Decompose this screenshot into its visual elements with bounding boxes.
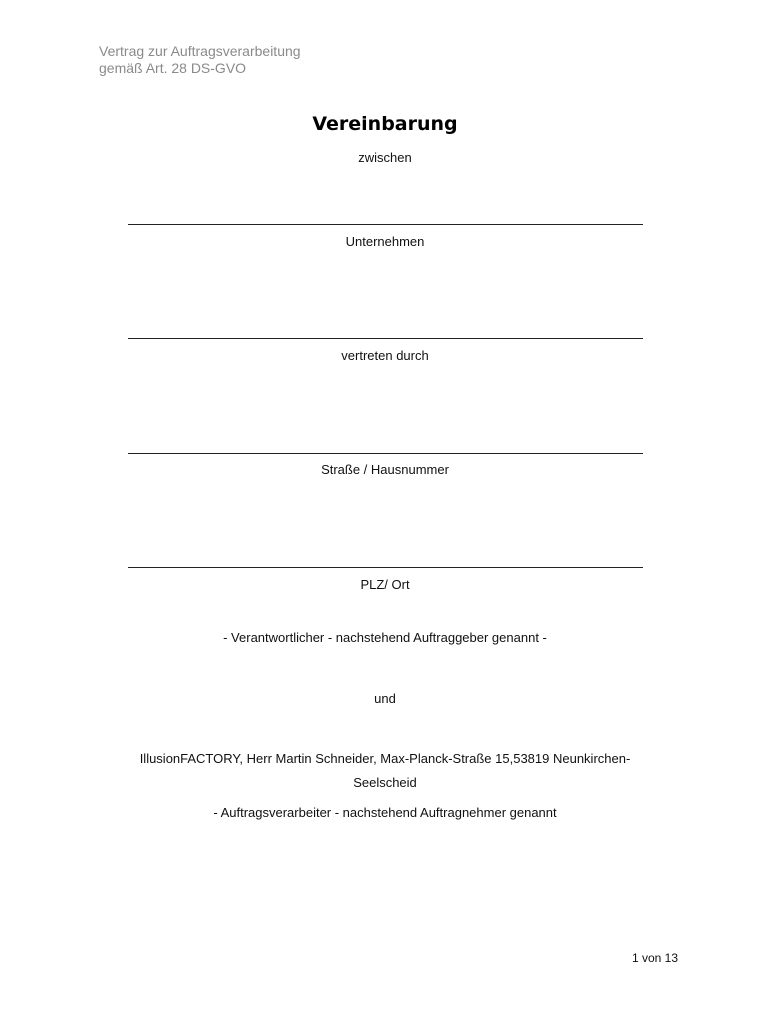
processor-note: - Auftragsverarbeiter - nachstehend Auftragnehmer genannt — [213, 805, 557, 820]
street-signature-line — [128, 453, 643, 454]
street-label: Straße / Hausnummer — [321, 462, 449, 477]
header-line-2: gemäß Art. 28 DS-GVO — [99, 60, 247, 76]
and-text: und — [374, 691, 396, 706]
processor-address-line-1: IllusionFACTORY, Herr Martin Schneider, Max-Planck-Straße 15,53819 Neunkirchen- — [139, 751, 631, 766]
zip-city-signature-line — [128, 567, 643, 568]
company-signature-line — [128, 224, 643, 225]
zip-city-label: PLZ/ Ort — [360, 577, 410, 592]
processor-address-line-2: Seelscheid — [353, 775, 417, 790]
represented-by-signature-line — [128, 338, 643, 339]
header-line-1: Vertrag zur Auftragsverarbeitung — [99, 43, 301, 59]
document-title: Vereinbarung — [312, 113, 458, 135]
between-text: zwischen — [358, 150, 412, 165]
represented-by-label: vertreten durch — [341, 348, 429, 363]
controller-note: - Verantwortlicher - nachstehend Auftraggeber genannt - — [223, 630, 547, 645]
document-header — [99, 43, 301, 77]
page-number: 1 von 13 — [631, 951, 678, 965]
company-label: Unternehmen — [345, 234, 425, 249]
